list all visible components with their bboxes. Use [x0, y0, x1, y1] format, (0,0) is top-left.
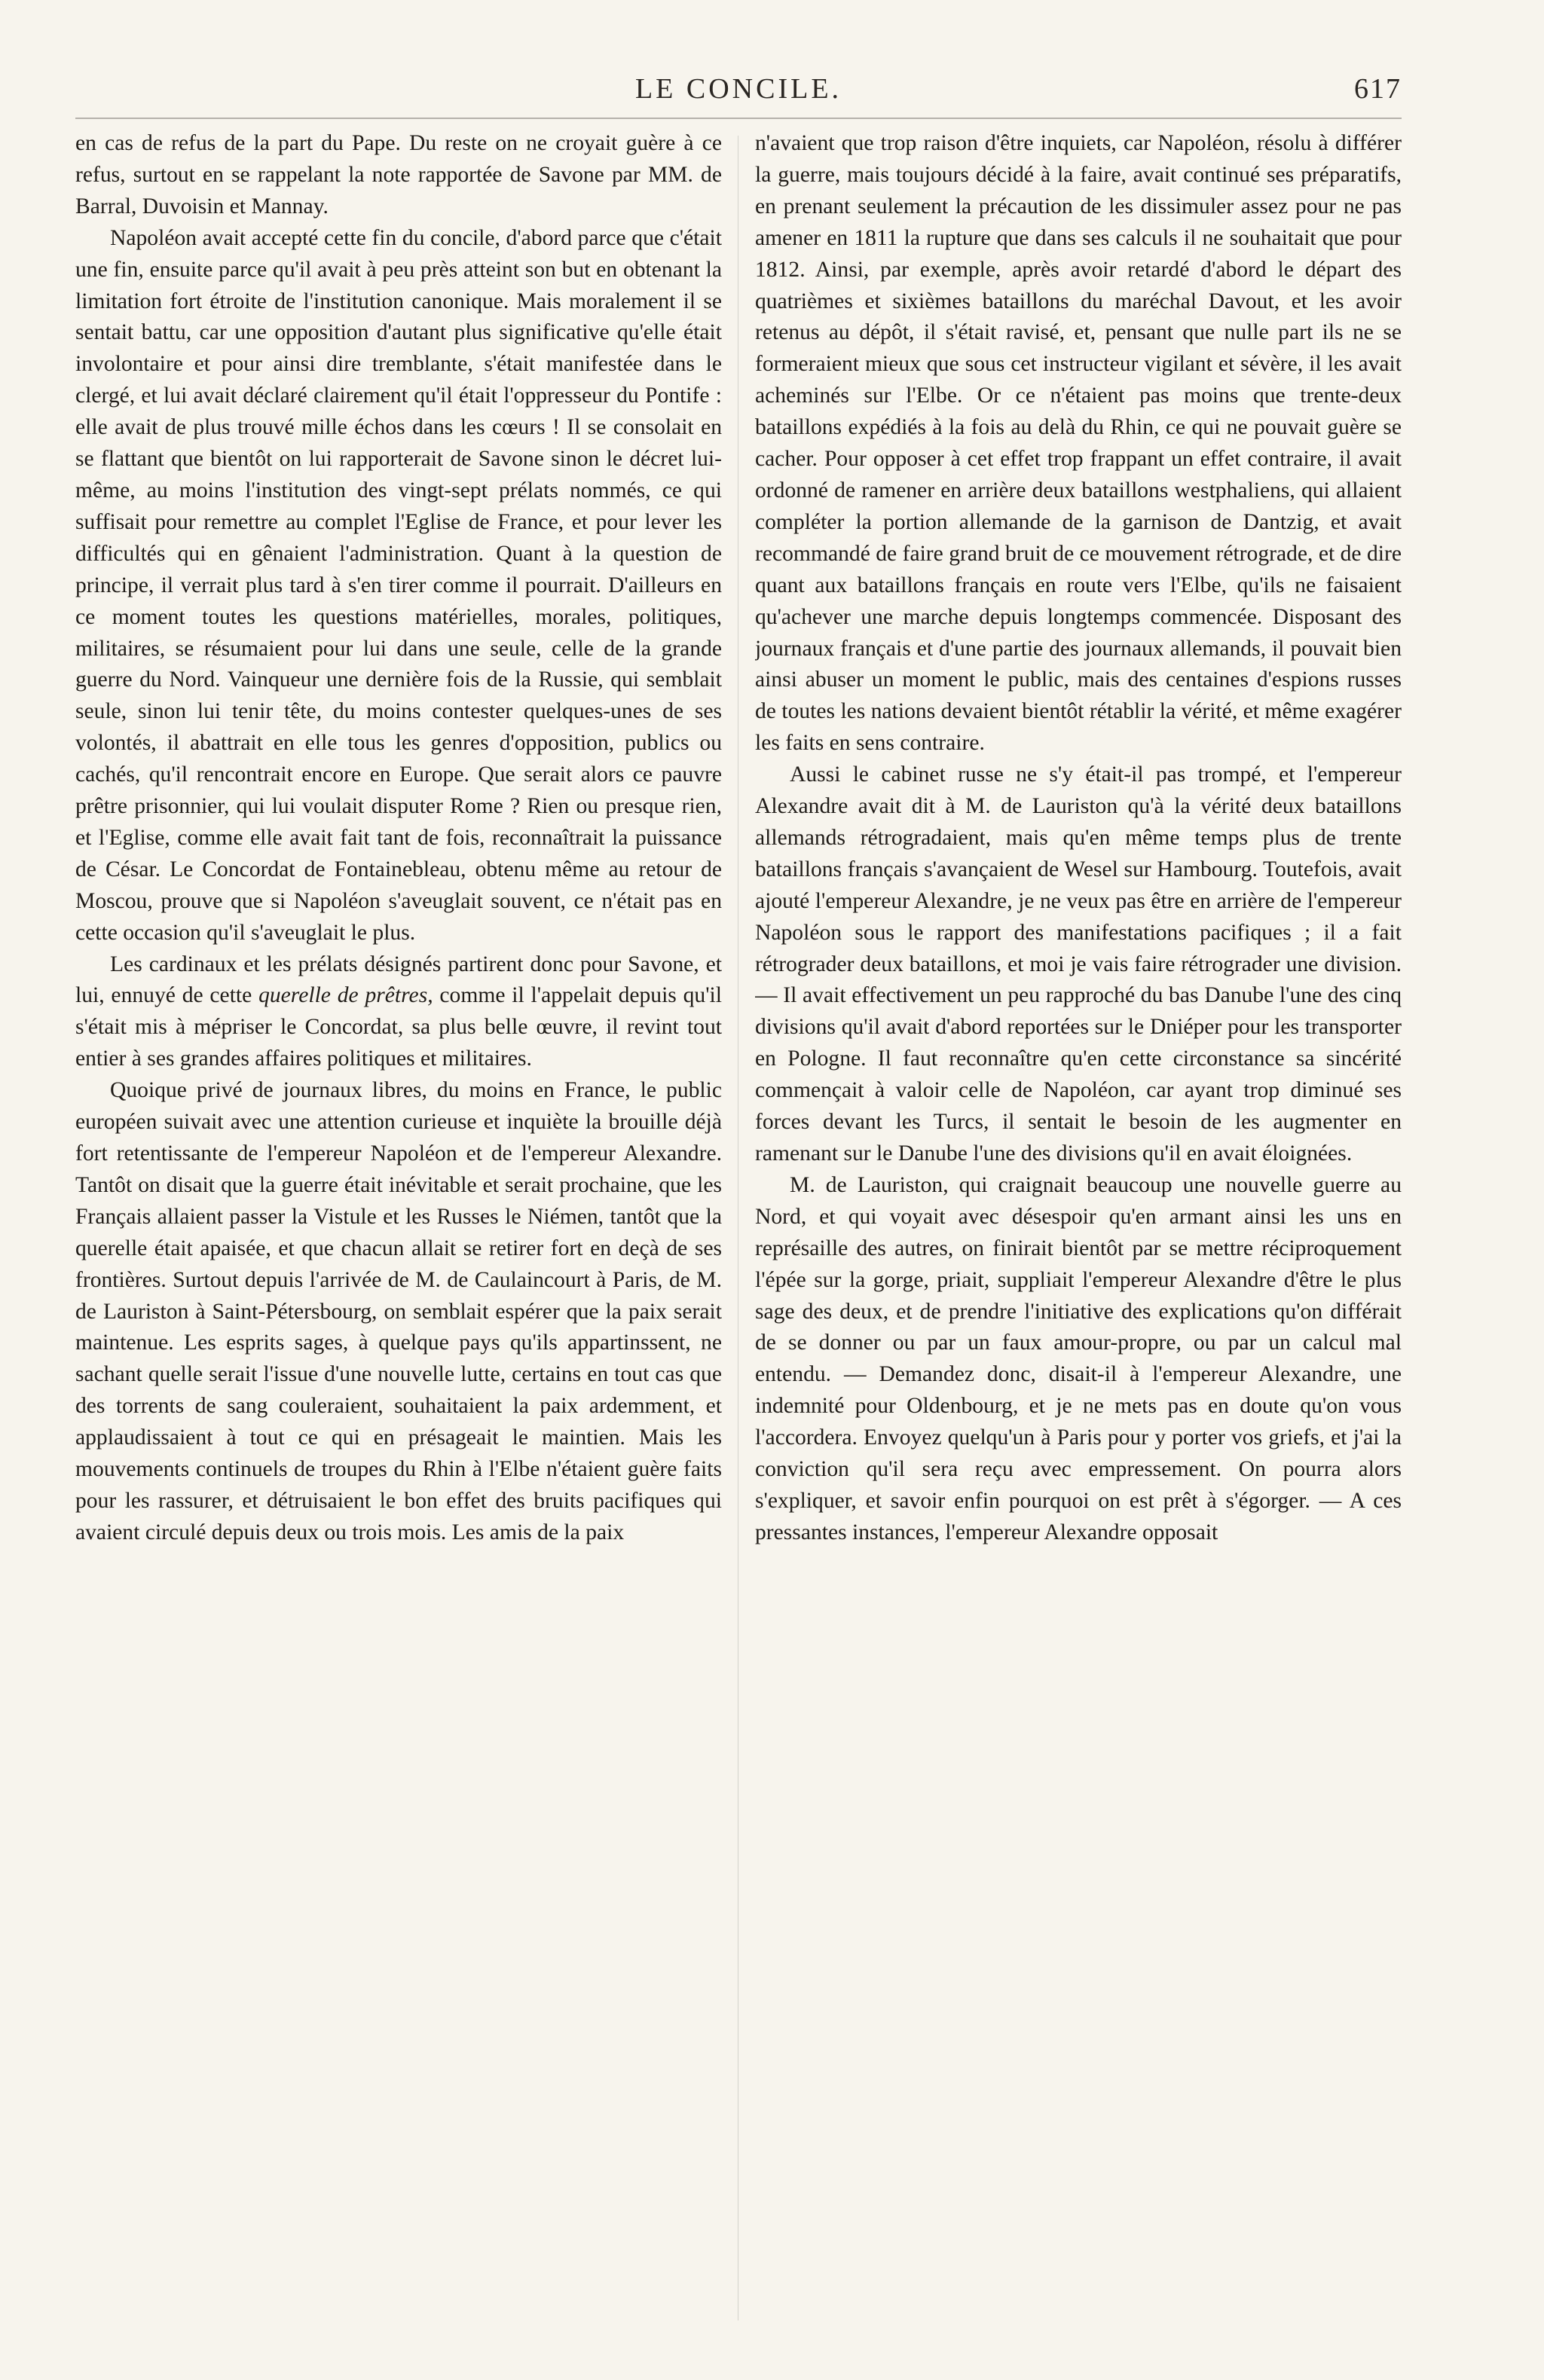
- running-title: LE CONCILE.: [634, 73, 842, 105]
- header-rule: [75, 118, 1402, 119]
- text-columns: [75, 128, 1402, 2336]
- paragraph: [75, 949, 722, 1076]
- italic-phrase: querelle de prêtres,: [258, 983, 433, 1008]
- paragraph-text: comme il l'appelait depuis qu'il s'était mis à mépriser le Concordat, sa plus belle œuvre, il revint tout entier à ses grandes affaires politiques et militaires.: [75, 983, 722, 1071]
- paragraph: en cas de refus de la part du Pape. Du reste on ne croyait guère à ce refus, surtout en se rappelant la note rapportée de Savone par MM. de Barral, Duvoisin et Mannay.: [75, 131, 722, 218]
- paragraph: M. de Lauriston, qui craignait beaucoup une nouvelle guerre au Nord, et qui voyait avec désespoir qu'en armant ainsi les uns en représaille des autres, on finirait bientôt par se mettre réciproquement l'épée sur la gorge, priait, suppliait l'empereur Alexandre d'être le plus sage des deux, et de prendre l'initiative des explications qu'on différait de se donner ou par un faux amour-propre, ou par un calcul mal entendu. — Demandez donc, disait-il à l'empereur Alexandre, une indemnité pour Oldenbourg, et je ne mets pas en doute qu'on vous l'accordera. Envoyez quelqu'un à Paris pour y porter vos griefs, et j'ai la conviction qu'il sera reçu avec empressement. On pourra alors s'expliquer, et savoir enfin pourquoi on est prêt à s'égorger. — A ces pressantes instances, l'empereur Alexandre opposait: [755, 1172, 1402, 1544]
- paragraph-text: Les cardinaux et les prélats désignés partirent donc pour Savone, et lui, ennuyé de cette: [75, 952, 722, 1008]
- right-column: [755, 128, 1402, 2336]
- running-head: [75, 72, 1402, 112]
- page-number: 617: [1354, 73, 1402, 105]
- paragraph: n'avaient que trop raison d'être inquiets, car Napoléon, résolu à différer la guerre, mais toujours décidé à la faire, avait continué ses préparatifs, en prenant seulement la précaution de les dissimuler assez pour ne pas amener en 1811 la rupture que dans ses calculs il ne souhaitait que pour 1812. Ainsi, par exemple, après avoir retardé d'abord le départ des quatrièmes et sixièmes bataillons du maréchal Davout, et les avoir retenus au dépôt, il s'était ravisé, et, pensant que nulle part ils ne se formeraient mieux que sous cet instructeur vigilant et sévère, il les avait acheminés sur l'Elbe. Or ce n'étaient pas moins que trente-deux bataillons expédiés à la fois au delà du Rhin, ce qui ne pouvait guère se cacher. Pour opposer à cet effet trop frappant un effet contraire, il avait ordonné de ramener en arrière deux bataillons westphaliens, qui allaient compléter la portion allemande de la garnison de Dantzig, et avait recommandé de faire grand bruit de ce mouvement rétrograde, et de dire quant aux bataillons français en route vers l'Elbe, qu'ils ne faisaient qu'achever une marche depuis longtemps commencée. Disposant des journaux français et d'une partie des journaux allemands, il pouvait bien ainsi abuser un moment le public, mais des centaines d'espions russes de toutes les nations devaient bientôt rétablir la vérité, et même exagérer les faits en sens contraire.: [755, 131, 1402, 756]
- paragraph: Quoique privé de journaux libres, du moins en France, le public européen suivait avec une attention curieuse et inquiète la brouille déjà fort retentissante de l'empereur Napoléon et de l'empereur Alexandre. Tantôt on disait que la guerre était inévitable et serait prochaine, que les Français allaient passer la Vistule et les Russes le Niémen, tantôt que la querelle était apaisée, et que chacun allait se retirer fort en deçà de ses frontières. Surtout depuis l'arrivée de M. de Caulaincourt à Paris, de M. de Lauriston à Saint-Pétersbourg, on semblait espérer que la paix serait maintenue. Les esprits sages, à quelque pays qu'ils appartinssent, ne sachant quelle serait l'issue d'une nouvelle lutte, certains en tout cas que des torrents de sang couleraient, souhaitaient la paix ardemment, et applaudissaient à tout ce qui en présageait le maintien. Mais les mouvements continuels de troupes du Rhin à l'Elbe n'étaient guère faits pour les rassurer, et détruisaient le bon effet des bruits pacifiques qui avaient circulé depuis deux ou trois mois. Les amis de la paix: [75, 1078, 722, 1544]
- paragraph: Napoléon avait accepté cette fin du concile, d'abord parce que c'était une fin, ensuite parce qu'il avait à peu près atteint son but en obtenant la limitation fort étroite de l'institution canonique. Mais moralement il se sentait battu, car une opposition d'autant plus significative qu'elle était involontaire et pour ainsi dire tremblante, s'était manifestée dans le clergé, et lui avait déclaré clairement qu'il était l'oppresseur du Pontife : elle avait de plus trouvé mille échos dans les cœurs ! Il se consolait en se flattant que bientôt on lui rapporterait de Savone sinon le décret lui-même, au moins l'institution des vingt-sept prélats nommés, ce qui suffisait pour remettre au complet l'Eglise de France, et pour lever les difficultés qui en gênaient l'administration. Quant à la question de principe, il verrait plus tard à s'en tirer comme il pourrait. D'ailleurs en ce moment toutes les questions matérielles, morales, politiques, militaires, se résumaient pour lui dans une seule, celle de la grande guerre du Nord. Vainqueur une dernière fois de la Russie, qui semblait seule, sinon lui tenir tête, du moins contester quelques-unes de ses volontés, il abattrait en elle tous les genres d'opposition, publics ou cachés, qu'il rencontrait encore en Europe. Que serait alors ce pauvre prêtre prisonnier, qui lui voulait disputer Rome ? Rien ou presque rien, et l'Eglise, comme elle avait fait tant de fois, reconnaîtrait la puissance de César. Le Concordat de Fontainebleau, obtenu même au retour de Moscou, prouve que si Napoléon s'aveuglait souvent, ce n'était pas en cette occasion qu'il s'aveuglait le plus.: [75, 225, 722, 945]
- left-column: [75, 128, 722, 2336]
- paragraph: Aussi le cabinet russe ne s'y était-il pas trompé, et l'empereur Alexandre avait dit à M. de Lauriston qu'à la vérité deux bataillons allemands rétrogradaient, mais qu'en même temps plus de trente bataillons français s'avançaient de Wesel sur Hambourg. Toutefois, avait ajouté l'empereur Alexandre, je ne veux pas être en arrière de l'empereur Napoléon sous le rapport des manifestations pacifiques ; il a fait rétrograder deux bataillons, et moi je vais faire rétrograder une division. — Il avait effectivement un peu rapproché du bas Danube l'une des cinq divisions qu'il avait d'abord reportées sur le Dniéper pour les transporter en Pologne. Il faut reconnaître qu'en cette circonstance sa sincérité commençait à valoir celle de Napoléon, car ayant trop diminué ses forces devant les Turcs, il sentait le besoin de les augmenter en ramenant sur le Danube l'une des divisions qu'il en avait éloignées.: [755, 762, 1402, 1166]
